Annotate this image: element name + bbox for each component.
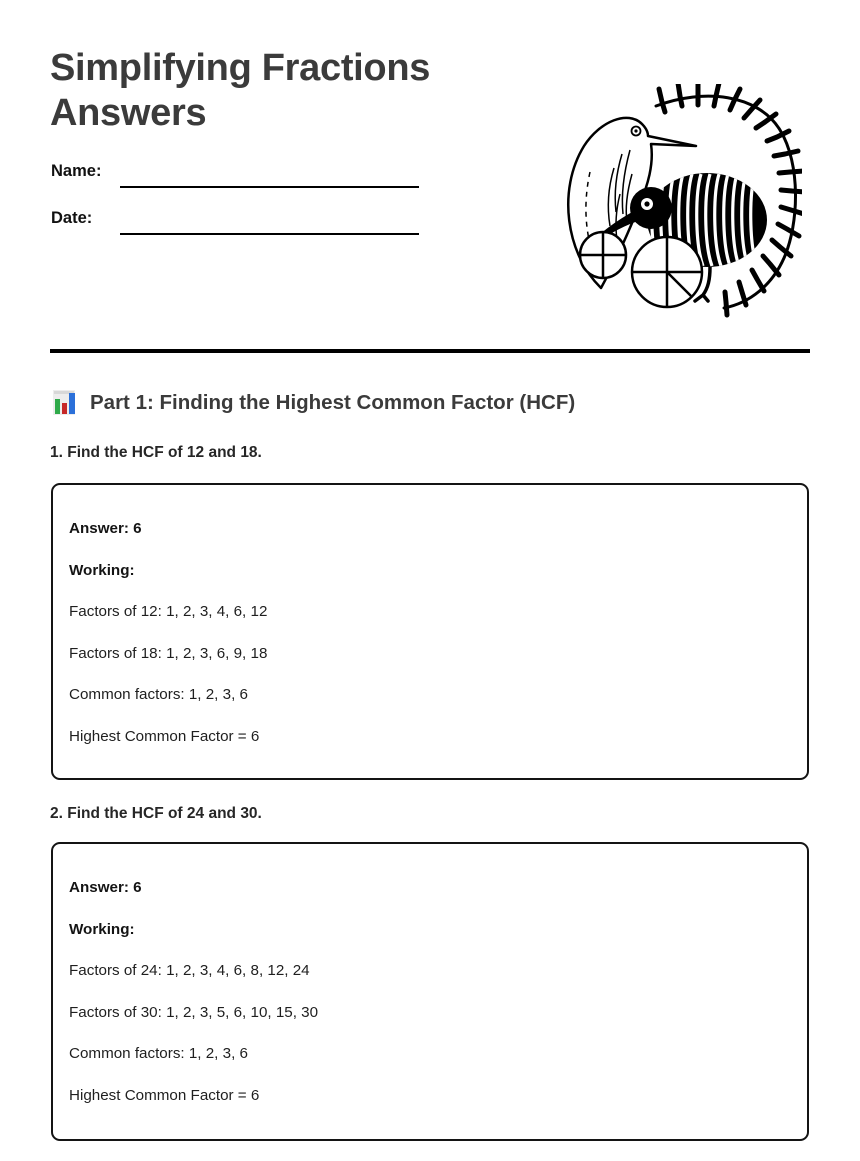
question-1-prompt: 1. Find the HCF of 12 and 18. xyxy=(50,444,262,461)
answer-line: Answer: 6 xyxy=(69,520,142,537)
name-label: Name: xyxy=(51,162,102,180)
name-field-line xyxy=(120,186,419,188)
working-step: Factors of 24: 1, 2, 3, 4, 6, 8, 12, 24 xyxy=(69,962,310,979)
working-label: Working: xyxy=(69,920,135,938)
part1-heading-row xyxy=(52,389,575,416)
working-step: Factors of 30: 1, 2, 3, 5, 6, 10, 15, 30 xyxy=(69,1003,319,1021)
answer-box-1 xyxy=(51,483,809,780)
question-2-prompt: 2. Find the HCF of 24 and 30. xyxy=(50,805,262,822)
fraction-circle-large-icon xyxy=(632,237,702,307)
date-field-line xyxy=(120,233,419,235)
answer-line: Answer: 6 xyxy=(69,879,142,896)
working-step: Factors of 12: 1, 2, 3, 4, 6, 12 xyxy=(69,603,268,620)
kiwi-fern-emblem-icon xyxy=(544,84,802,318)
bar-chart-icon xyxy=(52,389,79,416)
answer-box-2 xyxy=(51,842,809,1141)
working-step: Highest Common Factor = 6 xyxy=(69,727,260,745)
working-step: Highest Common Factor = 6 xyxy=(69,1086,260,1104)
fraction-circle-small-icon xyxy=(580,232,626,278)
working-label: Working: xyxy=(69,561,135,579)
part1-heading: Part 1: Finding the Highest Common Factor (HCF) xyxy=(90,390,576,414)
working-step: Common factors: 1, 2, 3, 6 xyxy=(69,1045,248,1062)
date-label: Date: xyxy=(51,209,93,227)
page-title: Simplifying Fractions Answers xyxy=(50,47,431,134)
section-divider xyxy=(50,349,810,353)
working-step: Common factors: 1, 2, 3, 6 xyxy=(69,686,248,703)
working-step: Factors of 18: 1, 2, 3, 6, 9, 18 xyxy=(69,644,268,662)
